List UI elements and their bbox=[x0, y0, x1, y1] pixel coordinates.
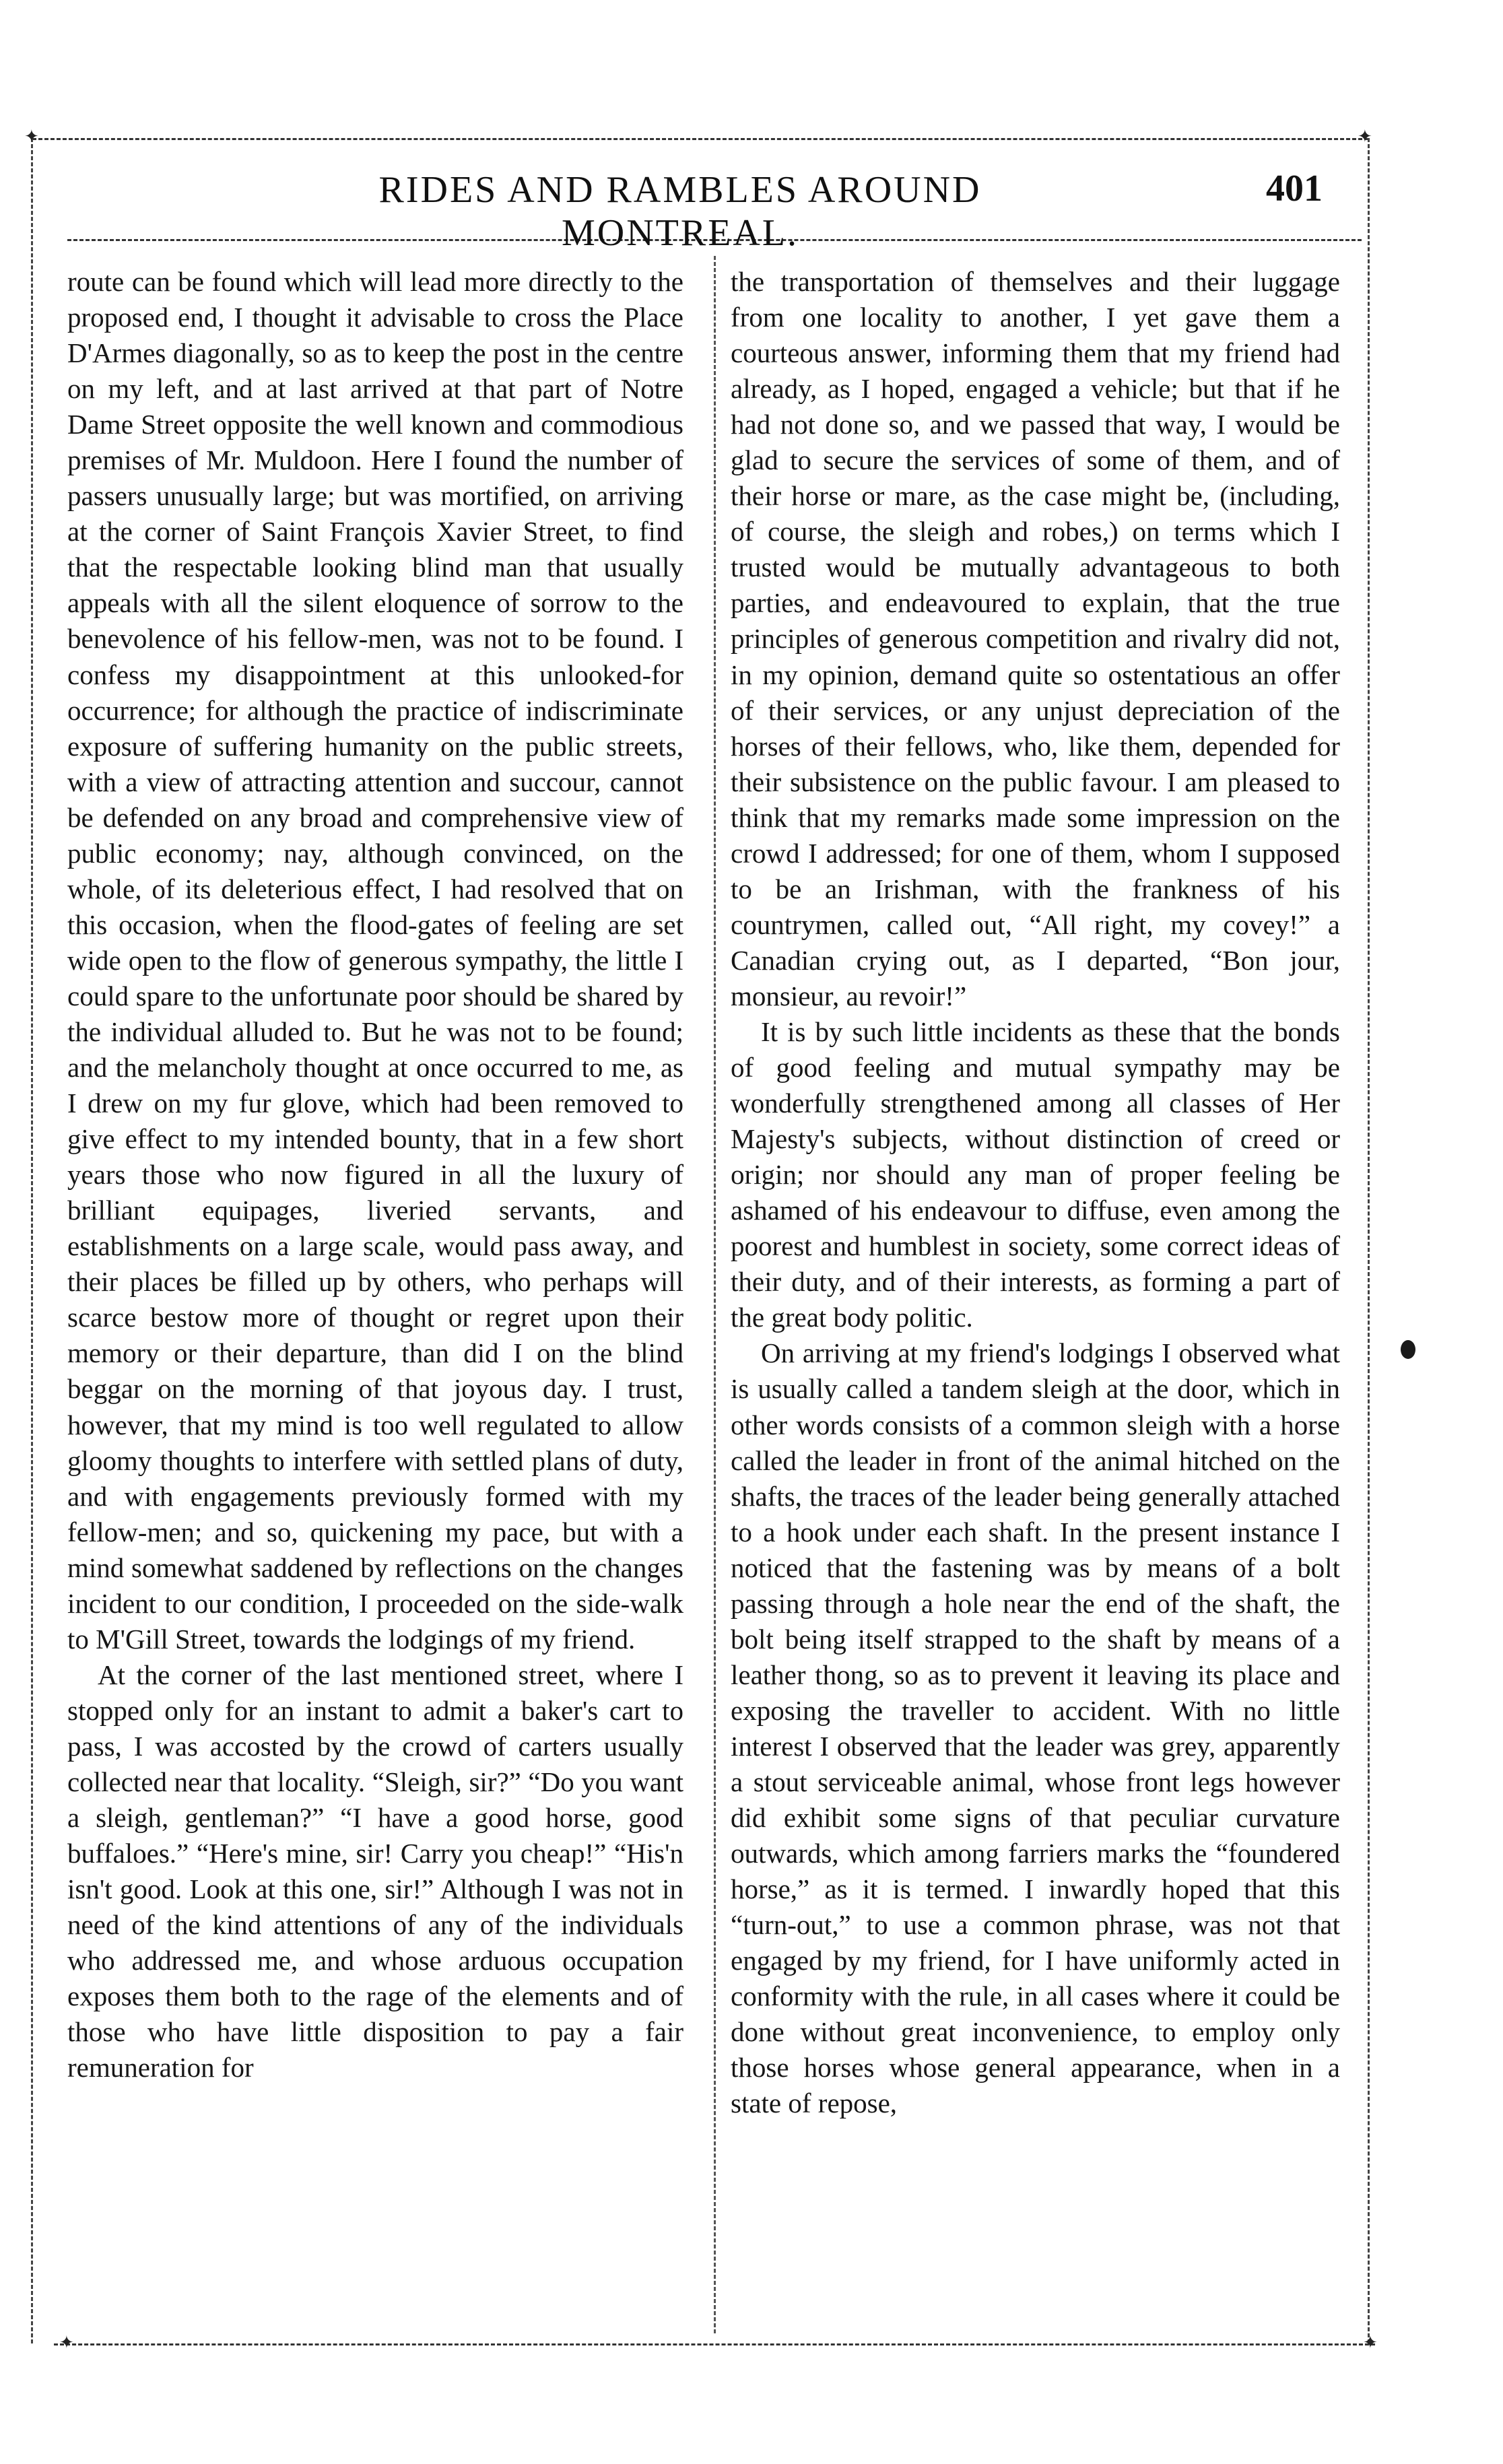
paragraph: route can be found which will lead more directly to the proposed end, I thought it advisable to cross the Place D'Armes diagonally, so as to keep the post in the centre on my left, and at last arrived at that part of Notre Dame Street opposite the well known and commodious premises of Mr. Muldoon. Here I found the number of passers unusually large; but was mortified, on arriving at the corner of Saint François Xavier Street, to find that the respectable looking blind man that usually appeals with all the silent eloquence of sorrow to the benevolence of his fellow-men, was not to be found. I confess my disappointment at this unlooked-for occurrence; for although the practice of indiscriminate exposure of suffering humanity on the public streets, with a view of attracting attention and succour, cannot be defended on any broad and comprehensive view of public economy; nay, although convinced, on the whole, of its deleterious effect, I had resolved that on this occasion, when the flood-gates of feeling are set wide open to the flow of generous sympathy, the little I could spare to the unfortunate poor should be shared by the individual alluded to. But he was not to be found; and the melancholy thought at once occurred to me, as I drew on my fur glove, which had been removed to give effect to my intended bounty, that in a few short years those who now figured in all the luxury of brilliant equipages, liveried servants, and establishments on a large scale, would pass away, and their places be filled up by others, who perhaps will scarce bestow more of thought or regret upon their memory or their departure, than did I on the blind beggar on the morning of that joyous day. I trust, however, that my mind is too well regulated to allow gloomy thoughts to interfere with settled plans of duty, and with engagements previously formed with my fellow-men; and so, quickening my pace, but with a mind somewhat saddened by reflections on the changes incident to our condition, I proceeded on the side-walk to M'Gill Street, towards the lodgings of my friend. bbox=[67, 266, 683, 1655]
corner-ornament-icon: ✦ bbox=[24, 127, 39, 147]
right-border-rule bbox=[1368, 138, 1370, 2343]
corner-ornament-icon: ✦ bbox=[1358, 127, 1372, 147]
paragraph: the transportation of themselves and their luggage from one locality to another, I yet gave them a courteous answer, informing them that my friend had already, as I hoped, engaged a vehicle; but that if he had not done so, and we passed that way, I would be glad to secure the services of some of them, and of their horse or mare, as the case might be, (including, of course, the sleigh and robes,) on terms which I trusted would be mutually advantageous to both parties, and endeavoured to explain, that the true principles of generous competition and rivalry did not, in my opinion, demand quite so ostentatious an offer of their services, or any unjust depreciation of the horses of their fellows, who, like them, depended for their subsistence on the public favour. I am pleased to think that my remarks made some impression on the crowd I addressed; for one of them, whom I supposed to be an Irishman, with the frankness of his countrymen, called out, “All right, my covey!” a Canadian crying out, as I departed, “Bon jour, monsieur, au revoir!” bbox=[731, 266, 1340, 1011]
paragraph: On arriving at my friend's lodgings I observed what is usually called a tandem sleigh at the door, which in other words consists of a common sleigh with a horse called the leader in front of the animal hitched on the shafts, the traces of the leader being generally attached to a hook under each shaft. In the present instance I noticed that the fastening was by means of a bolt passing through a hole near the end of the shaft, the bolt being itself strapped to the shaft by means of a leather thong, so as to prevent it leaving its place and exposing the traveller to accident. With no little interest I observed that the leader was grey, apparently a stout serviceable animal, whose front legs however did exhibit some signs of that peculiar curvature outwards, which among farriers marks the “foundered horse,” as it is termed. I inwardly hoped that this “turn-out,” to use a common phrase, was not that engaged by my friend, for I have uniformly acted in conformity with the rule, in all cases where it could be done without great inconvenience, to employ only those horses whose general appearance, when in a state of repose, bbox=[731, 1337, 1340, 2119]
paragraph: It is by such little incidents as these that the bonds of good feeling and mutual sympathy may be wonderfully strengthened among all classes of Her Majesty's subjects, without distinction of creed or origin; nor should any man of proper feeling be ashamed of his endeavour to diffuse, even among the poorest and humblest in society, some correct ideas of their duty, and of their interests, as forming a part of the great body politic. bbox=[731, 1015, 1340, 1333]
corner-ornament-icon: ✦ bbox=[59, 2333, 74, 2353]
page-number: 401 bbox=[1266, 168, 1323, 209]
right-text-column bbox=[731, 264, 1340, 2121]
column-divider-rule bbox=[714, 256, 716, 2333]
top-border-rule bbox=[32, 138, 1368, 140]
left-border-rule bbox=[31, 138, 33, 2343]
bottom-border-rule bbox=[54, 2343, 1375, 2345]
running-title: RIDES AND RAMBLES AROUND MONTREAL. bbox=[378, 169, 982, 254]
corner-ornament-icon: ✦ bbox=[1363, 2333, 1378, 2353]
left-text-column bbox=[67, 264, 683, 2086]
ink-spot bbox=[1401, 1340, 1415, 1359]
paragraph: At the corner of the last mentioned street, where I stopped only for an instant to admit a baker's cart to pass, I was accosted by the crowd of carters usually collected near that locality. “Sleigh, sir?” “Do you want a sleigh, gentleman?” “I have a good horse, good buffaloes.” “Here's mine, sir! Carry you cheap!” “His'n isn't good. Look at this one, sir!” Although I was not in need of the kind attentions of any of the individuals who addressed me, and whose arduous occupation exposes them both to the rage of the elements and of those who have little disposition to pay a fair remuneration for bbox=[67, 1659, 683, 2084]
